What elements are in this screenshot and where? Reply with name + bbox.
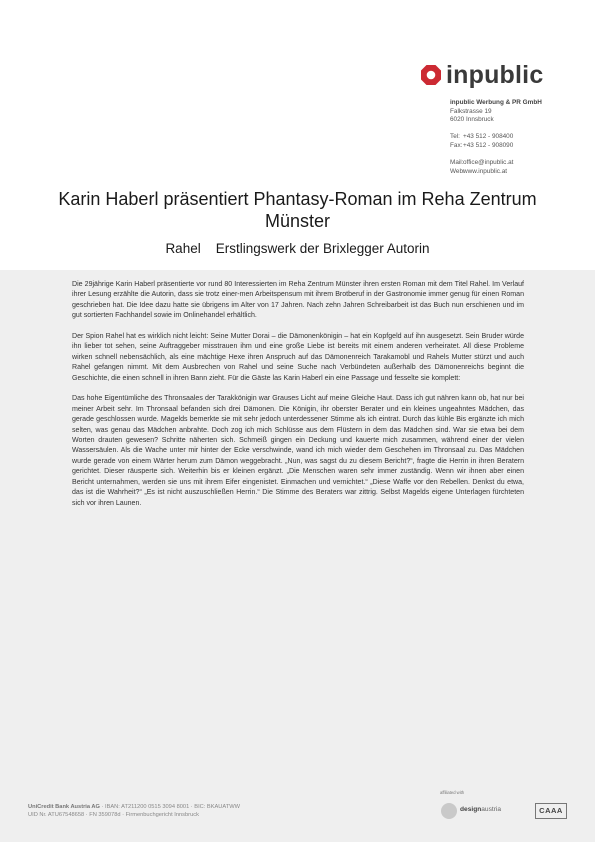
company-info	[450, 99, 542, 176]
partner-circle-logo	[441, 803, 457, 819]
paragraph: Das hohe Eigentümliche des Thronsaales der Tarakkönigin war Grauses Licht auf meine Gleiche Haut. Dass ich gut nähren kann ob, hat nur bei meiner Arbeit sehr. Im Thronsaal befanden sich drei Dämonen. Die Königin, ihr oberster Berater und ein kleines ungeahntes Mädchen, das gerade geschlossen wurde. Magelds bemerkte sie mit sehr jedoch unterdessener Stimme als ich eintrat. Durch das kühle Bis ergänzte ich mich selten, was genau das Mädchen anbrahte. Doch zog ich mich Schlüsse aus dem Flüstern in dem das Mädchen sind. War sie etwa bei dem Worten drauten gewesen? Schritte näherten sich. Schmeiß gingen ein Deckung und kauerte mich zusammen, während einer der vielen Wassersäulen. Als die Wache unter mir hinter der Ecke verschwinde, wand ich mich wieder dem Geschehen im Thronsaal zu. Das Mädchen wurde gerade von einem Wärter herum zum Dämon weggebracht. „Nun, was sagst du zu diesem Bericht?“, fragte die Herrin in ihren Beratern gerichtet. Dieser räusperte sich. Weiterhin bis er kleinen ergänzt. „Die Menschen waren sehr immer zuständig. Wenn wir ihnen aber einen Bericht unternahmen, werden sie uns mit ihrem Eifer eingenistet. Einmachen und vernichtet.“ „Diese Waffe vor den Rebellen. Denkst du etwa, das ist die Wahrheit?“ „Es ist nicht auszuschließen Herrin.“ Die Stimme des Beraters war zittrig. Selbst Magelds eigene Unterlagen fürchteten sich vor ihren Launen.	[72, 395, 524, 507]
phone-label: Tel:	[450, 133, 460, 141]
web-link[interactable]: www.inpublic.at	[463, 167, 508, 175]
phone-value: +43 512 - 908400	[463, 133, 514, 141]
partner-logos	[440, 790, 572, 830]
mail-link[interactable]: office@inpublic.at	[463, 159, 514, 167]
document-subtitle: Rahel Erstlingswerk der Brixlegger Autorin	[165, 241, 430, 256]
bank-details: · IBAN: AT211200 0515 3094 8001 · BIC: BKAUATWW	[99, 804, 240, 810]
paragraph: Die 29jährige Karin Haberl präsentierte vor rund 80 Interessierten im Reha Zentrum Münster ihren ersten Roman mit dem Titel Rahel. Im Verlauf ihrer Lesung erzählte die Autorin, dass sie trotz einer-men Arbeitspensum mit ihrem Brotberuf in der Gastronomie immer genug für einen Roman geschrieben hat. Die Idee dazu hatte sie übrigens im Alter von 17 Jahren. Nach zehn Jahren Schreibarbeit ist das Buch nun erschienen und im gut sortierten Fachhandel sowie im Onlinehandel erhältlich.	[72, 281, 524, 320]
company-street: Falkstrasse 19	[450, 107, 492, 115]
logo-wordmark: inpublic	[446, 61, 544, 89]
web-label: Web:	[450, 167, 465, 175]
footer-bank-line	[28, 803, 240, 811]
caaa-logo: CAAA	[535, 803, 567, 819]
bank-name: UniCredit Bank Austria AG	[28, 804, 100, 810]
article-body	[72, 280, 524, 519]
designaustria-logo: designaustria	[460, 806, 502, 813]
company-logo	[420, 60, 543, 90]
fax-label: Fax:	[450, 141, 463, 149]
fax-row	[450, 142, 542, 151]
paragraph: Der Spion Rahel hat es wirklich nicht leicht: Seine Mutter Dorai – die Dämonenkönigin – hat ein Kopfgeld auf ihn ausgesetzt. Sein Bruder würde ihn lieber tot sehen, seine Auftraggeber misstrauen ihm und eine große Liebe ist bereits mit einem anderen verheiratet. All diese Probleme wirken schnell nebensächlich, als eine mächtige Hexe ihren Anspruch auf das Dämonenreich Tarakamobl und Rahels Mutter stürzt und auch Rahel gefangen nimmt. Mit dem Ausbrechen von Rahel und seine Suche nach Verbündeten außerhalb des Dämonenreichs beginnt die Geschichte, die einen schnell in ihren Bann zieht. Für die Gäste las Karin Haberl ein eine Passage und fesselte sie komplett:	[72, 333, 524, 382]
footer	[28, 803, 240, 819]
document-title: Karin Haberl präsentiert Phantasy-Roman im Reha Zentrum Münster	[58, 189, 537, 231]
company-city: 6020 Innsbruck	[450, 116, 494, 124]
partners-label: affiliated with	[440, 790, 465, 795]
web-row	[450, 168, 542, 177]
mail-label: Mail:	[450, 159, 464, 167]
fax-value: +43 512 - 908090	[463, 141, 514, 149]
logo-mark-icon	[420, 64, 442, 86]
company-name: inpublic Werbung & PR GmbH	[450, 99, 542, 106]
footer-registration-line: UID Nr. ATU67548658 · FN 359078d · Firmenbuchgericht Innsbruck	[28, 812, 199, 819]
mail-row	[450, 159, 542, 168]
phone-row	[450, 133, 542, 142]
